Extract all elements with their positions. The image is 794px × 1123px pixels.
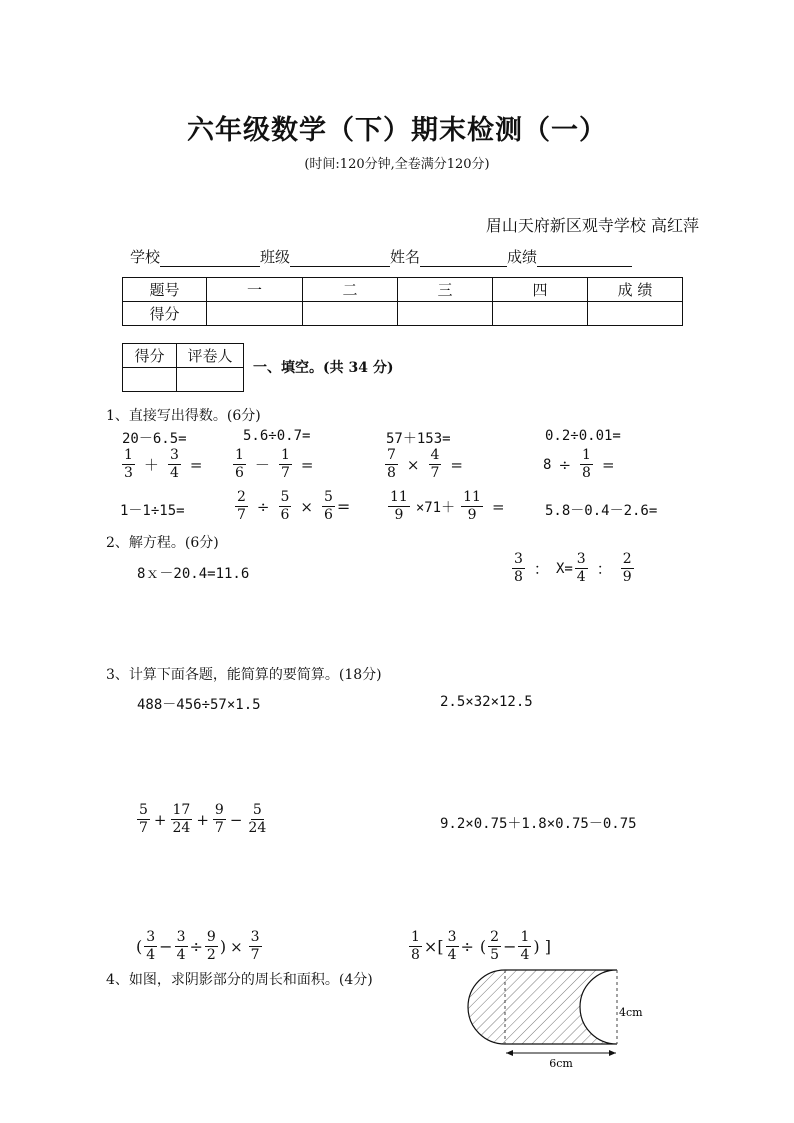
grader-score-cell[interactable] [123,368,177,392]
score-cell[interactable] [588,302,683,326]
q2-eq1: 8ｘ－20.4=11.6 [137,566,250,582]
fraction: $\frac{2}{9}$ [622,551,632,585]
q3-expr1: 488－456÷57×1.5 [137,697,261,713]
height-label: 4cm [619,1006,643,1019]
fraction: $\frac{3}{4}$ [176,929,186,963]
fraction: $\frac{3}{8}$ [514,551,523,585]
school-label: 学校 [130,248,161,266]
fraction: $\frac{1}{6}$ [235,447,244,481]
q1-r2-a: $\frac{1}{3}$ ＋ $\frac{3}{4}$ = [124,447,203,481]
q3-expr4: 9.2×0.75＋1.8×0.75－0.75 [440,816,637,832]
grader-table [122,343,244,392]
q3-title: 3、计算下面各题，能简算的要简算。(18分) [106,667,382,683]
fraction: $\frac{5}{24}$ [248,802,267,836]
grader-name-header: 评卷人 [177,344,244,368]
grader-name-cell[interactable] [177,368,244,392]
fraction: $\frac{1}{7}$ [280,447,290,481]
score-blank[interactable] [537,251,632,267]
fraction: $\frac{3}{4}$ [447,929,457,963]
fraction: $\frac{1}{4}$ [520,929,530,963]
school-blank[interactable] [160,251,260,267]
q4-title: 4、如图，求阴影部分的周长和面积。(4分) [106,972,373,988]
q1-r2-c: $\frac{7}{8}$ × $\frac{4}{7}$ = [387,447,463,481]
score-table [122,277,683,326]
fraction: $\frac{11}{9}$ [463,489,481,523]
q3-expr5: ( $\frac{3}{4}$ − $\frac{3}{4}$ ÷ $\frac{9}{2}$ ) × $\frac{3}{7}$ [136,929,260,963]
shaded-region [468,970,617,1044]
score-table-cell: 题号 [123,278,207,302]
fraction: $\frac{1}{8}$ [582,447,591,481]
score-label: 成绩 [507,248,538,266]
fraction: $\frac{2}{5}$ [490,929,500,963]
q1-r3-c: $\frac{11}{9}$ ×71＋ $\frac{11}{9}$ = [390,489,505,523]
arrow-left-icon [506,1050,513,1056]
fraction: $\frac{17}{24}$ [172,802,191,836]
q1-r3-a: 1－1÷15= [120,503,185,519]
fraction: $\frac{3}{4}$ [576,551,586,585]
score-cell[interactable] [207,302,303,326]
width-label: 6cm [549,1057,573,1070]
fraction: $\frac{9}{7}$ [214,802,224,836]
q1-r1-b: 5.6÷0.7= [243,428,311,444]
page-title: 六年级数学（下）期末检测（一） [187,115,607,146]
fraction: $\frac{9}{2}$ [206,929,216,963]
fraction: $\frac{3}{4}$ [146,929,156,963]
fraction: $\frac{11}{9}$ [390,489,408,523]
fraction: $\frac{2}{7}$ [237,489,246,523]
fraction: $\frac{5}{7}$ [139,802,148,836]
q1-r1-c: 57＋153= [386,431,451,447]
score-table-score-row [123,302,683,326]
q1-r2-d: 8 ÷ $\frac{1}{8}$ = [543,447,615,481]
exam-subtitle: (时间:120分钟,全卷满分120分) [304,157,490,172]
fraction: $\frac{5}{6}$ [324,489,333,523]
section1-title: 一、填空。(共 34 分) [253,360,394,376]
score-table-cell: 一 [207,278,303,302]
score-table-cell: 三 [398,278,493,302]
fraction: $\frac{5}{6}$ [280,489,290,523]
q3-expr2: 2.5×32×12.5 [440,694,533,710]
score-cell[interactable] [303,302,398,326]
score-cell[interactable] [398,302,493,326]
q1-r1-a: 20－6.5= [122,431,187,447]
q1-r1-d: 0.2÷0.01= [545,428,621,444]
fraction: $\frac{7}{8}$ [387,447,396,481]
shaded-figure-diagram [462,965,662,1070]
q1-r2-b: $\frac{1}{6}$ － $\frac{1}{7}$ = [235,447,314,481]
author-line: 眉山天府新区观寺学校 高红萍 [485,216,699,235]
arrow-right-icon [609,1050,616,1056]
fraction: $\frac{3}{7}$ [250,929,260,963]
fraction: $\frac{4}{7}$ [430,447,440,481]
student-info-line [130,246,632,267]
score-table-cell: 成 绩 [588,278,683,302]
fraction: $\frac{1}{3}$ [124,447,133,481]
q2-eq2: $\frac{3}{8}$ ： Χ= $\frac{3}{4}$ ： $\frac{2}{9}$ [514,551,632,585]
q1-r3-d: 5.8－0.4－2.6= [545,503,658,519]
name-blank[interactable] [420,251,507,267]
score-cell[interactable] [493,302,588,326]
class-blank[interactable] [290,251,390,267]
q3-expr3: $\frac{5}{7}$ + $\frac{17}{24}$ + $\frac{9}{7}$ − $\frac{5}{24}$ [139,802,267,836]
q1-title: 1、直接写出得数。(6分) [106,408,261,424]
score-row-label: 得分 [123,302,207,326]
score-table-header-row [123,278,683,302]
grader-score-header: 得分 [123,344,177,368]
score-table-cell: 二 [303,278,398,302]
class-label: 班级 [260,248,291,266]
q2-title: 2、解方程。(6分) [106,535,219,551]
score-table-cell: 四 [493,278,588,302]
fraction: $\frac{3}{4}$ [169,447,179,481]
name-label: 姓名 [390,248,421,266]
fraction: $\frac{1}{8}$ [411,929,420,963]
q1-r3-b: $\frac{2}{7}$ ÷ $\frac{5}{6}$ × $\frac{5}{6}$ = [237,489,351,523]
q3-expr6: $\frac{1}{8}$ ×[ $\frac{3}{4}$ ÷ ( $\frac{2}{5}$ − $\frac{1}{4}$ ) ] [411,929,551,963]
